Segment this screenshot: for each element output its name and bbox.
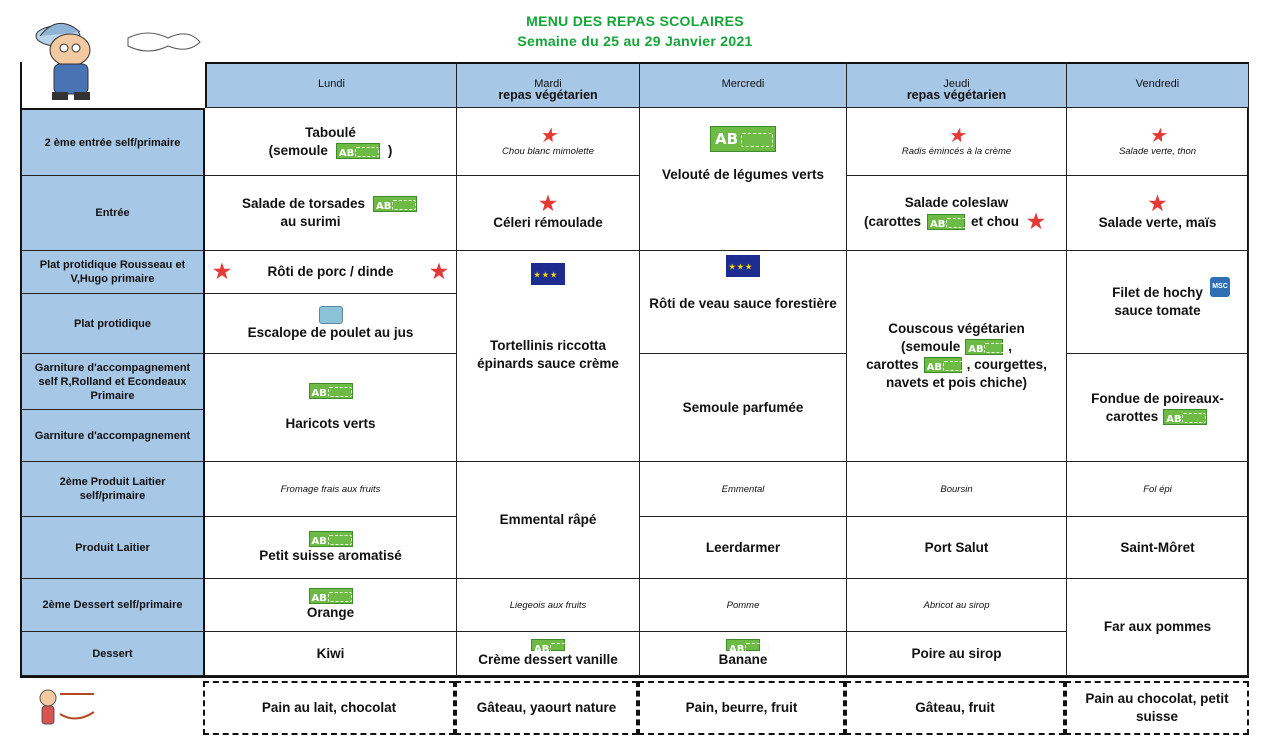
mercredi-dessert: AB Banane bbox=[640, 632, 847, 676]
gouter-mardi: Gâteau, yaourt nature bbox=[455, 681, 638, 735]
lundi-plat1: ★ Rôti de porc / dinde ★ bbox=[205, 251, 457, 294]
row-label-garniture: Garniture d'accompagnement bbox=[22, 410, 205, 462]
vendredi-plat: MSC Filet de hochy sauce tomate bbox=[1067, 251, 1249, 354]
lundi-dessert2: AB Orange bbox=[205, 579, 457, 632]
eu-flag-icon bbox=[726, 255, 760, 277]
day-header-vendredi: Vendredi bbox=[1067, 62, 1249, 108]
mercredi-laitier: Leerdarmer bbox=[640, 517, 847, 579]
row-label-entree2: 2 ème entrée self/primaire bbox=[22, 108, 205, 176]
mardi-plat: ★ ★ ★ Tortellinis riccotta épinards sauce crème bbox=[457, 251, 640, 462]
mardi-laitier: Emmental râpé bbox=[457, 462, 640, 579]
bio-label-icon bbox=[1163, 409, 1207, 425]
row-label-plat1: Plat protidique Rousseau et V,Hugo primaire bbox=[22, 251, 205, 294]
bio-label-icon bbox=[965, 339, 1003, 355]
mercredi-entree: AB Velouté de légumes verts bbox=[640, 108, 847, 251]
gouter-mercredi: Pain, beurre, fruit bbox=[638, 681, 845, 735]
jeudi-laitier: Port Salut bbox=[847, 517, 1067, 579]
lundi-entree: Salade de torsades AB au surimi bbox=[205, 176, 457, 251]
mardi-entree2: ★ Chou blanc mimolette bbox=[457, 108, 640, 176]
france-origin-icon: ★ bbox=[1027, 211, 1045, 233]
france-origin-icon: ★ bbox=[947, 125, 966, 147]
row-label-dessert2: 2ème Dessert self/primaire bbox=[22, 579, 205, 632]
bio-label-icon bbox=[309, 531, 353, 547]
mardi-dessert2: Liegeois aux fruits bbox=[457, 579, 640, 632]
mercredi-plat: ★ ★ ★ Rôti de veau sauce forestière bbox=[640, 251, 847, 354]
vendredi-laitier2: Fol épi bbox=[1067, 462, 1249, 517]
gouter-jeudi: Gâteau, fruit bbox=[845, 681, 1065, 735]
lundi-laitier: AB Petit suisse aromatisé bbox=[205, 517, 457, 579]
mardi-dessert: AB Crème dessert vanille bbox=[457, 632, 640, 676]
page-subtitle: Semaine du 25 au 29 Janvier 2021 bbox=[517, 33, 753, 49]
lundi-garniture: AB Haricots verts bbox=[205, 354, 457, 462]
vendredi-garniture: Fondue de poireaux- carottes AB bbox=[1067, 354, 1249, 462]
mercredi-dessert2: Pomme bbox=[640, 579, 847, 632]
vendredi-laitier: Saint-Môret bbox=[1067, 517, 1249, 579]
bio-label-icon bbox=[309, 383, 353, 399]
day-header-jeudi: Jeudi repas végétarien bbox=[847, 62, 1067, 108]
france-origin-icon: ★ bbox=[213, 261, 231, 283]
jeudi-dessert: Poire au sirop bbox=[847, 632, 1067, 676]
bio-label-icon bbox=[710, 126, 776, 152]
france-origin-icon: ★ bbox=[1148, 125, 1167, 147]
bio-label-icon bbox=[531, 639, 565, 651]
bio-label-icon bbox=[924, 357, 962, 373]
gouter-row bbox=[203, 681, 1249, 735]
lundi-dessert: Kiwi bbox=[205, 632, 457, 676]
bio-label-icon bbox=[309, 588, 353, 604]
poultry-label-icon bbox=[319, 306, 343, 324]
lundi-plat2: Escalope de poulet au jus bbox=[205, 294, 457, 354]
day-header-mercredi: Mercredi bbox=[640, 62, 847, 108]
bio-label-icon bbox=[927, 214, 965, 230]
gouter-vendredi: Pain au chocolat, petit suisse bbox=[1065, 681, 1249, 735]
row-label-dessert: Dessert bbox=[22, 632, 205, 676]
eu-flag-icon bbox=[531, 263, 565, 285]
france-origin-icon: ★ bbox=[430, 261, 448, 283]
jeudi-plat: Couscous végétarien (semoule AB , carottes AB , courgettes, navets et pois chiche) bbox=[847, 251, 1067, 462]
mardi-entree: ★ Céleri rémoulade bbox=[457, 176, 640, 251]
gouter-logo bbox=[36, 684, 98, 728]
jeudi-entree2: ★ Radis émincés à la crème bbox=[847, 108, 1067, 176]
row-label-laitier: Produit Laitier bbox=[22, 517, 205, 579]
row-label-entree: Entrée bbox=[22, 176, 205, 251]
page-title: MENU DES REPAS SCOLAIRES bbox=[526, 13, 744, 29]
bio-label-icon bbox=[726, 639, 760, 651]
day-header-mardi: Mardi repas végétarien bbox=[457, 62, 640, 108]
vendredi-entree2: ★ Salade verte, thon bbox=[1067, 108, 1249, 176]
lundi-entree2: Taboulé (semoule AB ) bbox=[205, 108, 457, 176]
row-label-laitier2: 2ème Produit Laitier self/primaire bbox=[22, 462, 205, 517]
jeudi-dessert2: Abricot au sirop bbox=[847, 579, 1067, 632]
row-label-garniture-self: Garniture d'accompagnement self R,Rolland et Econdeaux Primaire bbox=[22, 354, 205, 410]
msc-label-icon: MSC bbox=[1210, 277, 1230, 297]
bio-label-icon bbox=[336, 143, 380, 159]
jeudi-laitier2: Boursin bbox=[847, 462, 1067, 517]
row-label-plat2: Plat protidique bbox=[22, 294, 205, 354]
vendredi-entree: ★ Salade verte, maïs bbox=[1067, 176, 1249, 251]
france-origin-icon: ★ bbox=[539, 125, 557, 147]
lundi-laitier2: Fromage frais aux fruits bbox=[205, 462, 457, 517]
france-origin-icon: ★ bbox=[1148, 193, 1167, 215]
menu-table bbox=[20, 62, 1249, 678]
mercredi-laitier2: Emmental bbox=[640, 462, 847, 517]
day-header-lundi: Lundi bbox=[205, 62, 457, 108]
france-origin-icon: ★ bbox=[539, 193, 557, 215]
mercredi-garniture: Semoule parfumée bbox=[640, 354, 847, 462]
gouter-lundi: Pain au lait, chocolat bbox=[203, 681, 455, 735]
jeudi-entree: Salade coleslaw (carottes AB et chou ★ bbox=[847, 176, 1067, 251]
bio-label-icon bbox=[373, 196, 417, 212]
vendredi-dessert: Far aux pommes bbox=[1067, 579, 1249, 676]
